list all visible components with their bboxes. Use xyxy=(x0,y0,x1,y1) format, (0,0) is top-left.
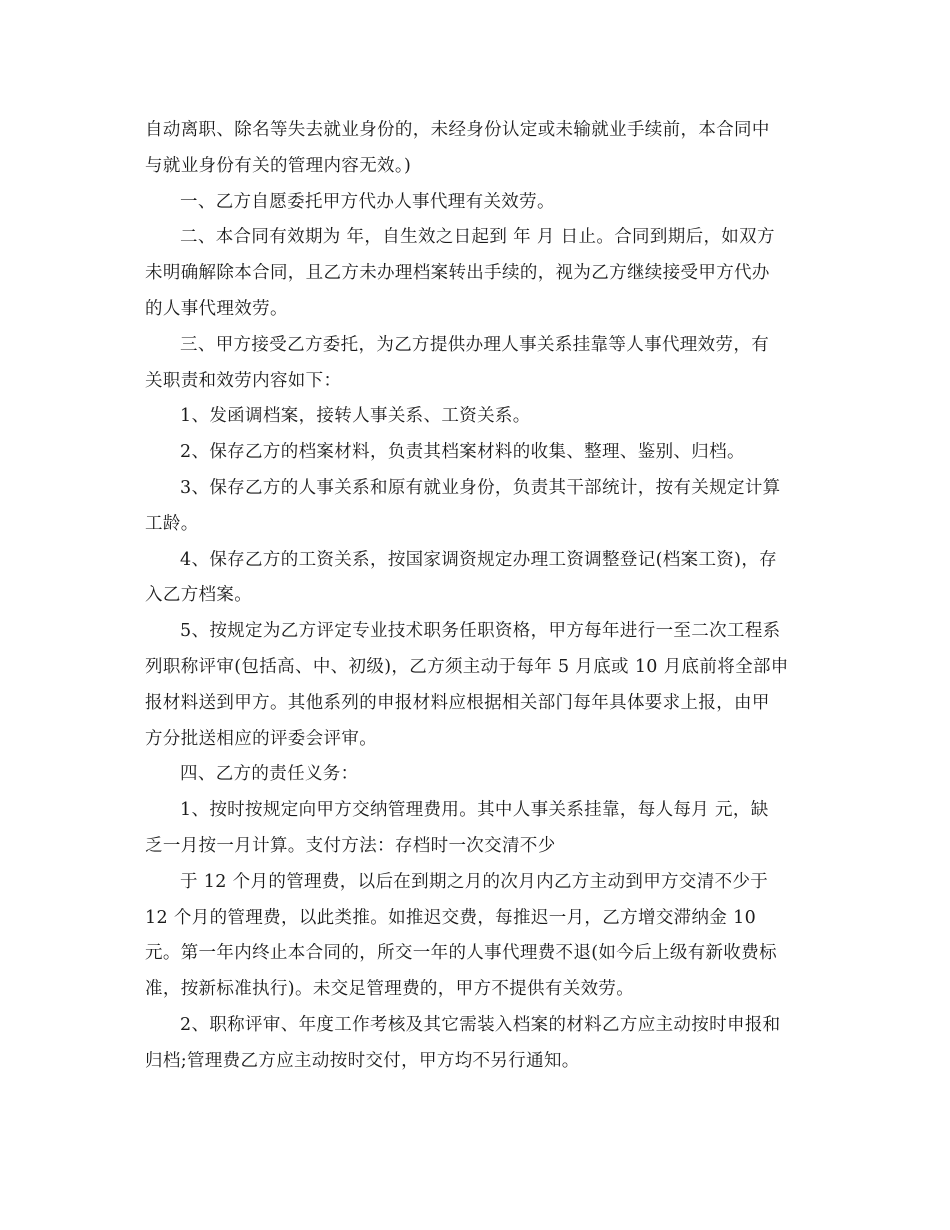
text-line: 方分批送相应的评委会评审。 xyxy=(145,728,378,749)
text-line: 乏一月按一月计算。支付方法：存档时一次交清不少 xyxy=(145,835,556,856)
text-line: 4、保存乙方的工资关系，按国家调资规定办理工资调整登记(档案工资)，存 xyxy=(180,549,778,570)
text-line: 归档;管理费乙方应主动按时交付，甲方均不另行通知。 xyxy=(145,1050,580,1071)
text-line: 1、发函调档案，接转人事关系、工资关系。 xyxy=(180,406,531,427)
text-line: 与就业身份有关的管理内容无效。) xyxy=(145,155,412,176)
text-line: 2、职称评审、年度工作考核及其它需装入档案的材料乙方应主动按时申报和 xyxy=(180,1014,781,1035)
paragraph-7 xyxy=(145,471,810,543)
paragraph-9 xyxy=(145,614,810,757)
paragraph-2 xyxy=(145,185,810,221)
text-line: 四、乙方的责任义务： xyxy=(180,764,359,785)
paragraph-13 xyxy=(145,1008,810,1080)
text-line: 的人事代理效劳。 xyxy=(145,298,288,319)
paragraph-10 xyxy=(145,757,810,793)
text-line: 未明确解除本合同，且乙方未办理档案转出手续的，视为乙方继续接受甲方代办 xyxy=(145,263,770,284)
text-line: 入乙方档案。 xyxy=(145,585,253,606)
paragraph-12 xyxy=(145,865,810,1008)
paragraph-8 xyxy=(145,543,810,615)
text-line: 自动离职、除名等失去就业身份的，未经身份认定或未输就业手续前，本合同中 xyxy=(145,120,770,140)
text-line: 一、乙方自愿委托甲方代办人事代理有关效劳。 xyxy=(180,191,555,212)
document-body xyxy=(145,113,810,1080)
text-line: 关职责和效劳内容如下： xyxy=(145,370,342,391)
text-line: 于 12 个月的管理费，以后在到期之月的次月内乙方主动到甲方交清不少于 xyxy=(180,871,769,892)
text-line: 2、保存乙方的档案材料，负责其档案材料的收集、整理、鉴别、归档。 xyxy=(180,442,745,463)
text-line: 3、保存乙方的人事关系和原有就业身份，负责其干部统计，按有关规定计算 xyxy=(180,477,781,498)
text-line: 工龄。 xyxy=(145,513,199,534)
text-line: 1、按时按规定向甲方交纳管理费用。其中人事关系挂靠，每人每月 元，缺 xyxy=(180,800,769,821)
text-line: 三、甲方接受乙方委托，为乙方提供办理人事关系挂靠等人事代理效劳，有 xyxy=(180,334,770,355)
text-line: 二、本合同有效期为 年，自生效之日起到 年 月 日止。合同到期后，如双方 xyxy=(180,227,775,248)
paragraph-4 xyxy=(145,328,810,400)
paragraph-11 xyxy=(145,793,810,865)
text-line: 元。第一年内终止本合同的，所交一年的人事代理费不退(如今后上级有新收费标 xyxy=(145,943,777,964)
paragraph-6 xyxy=(145,435,810,471)
paragraph-3 xyxy=(145,220,810,327)
paragraph-1 xyxy=(145,113,810,185)
text-line: 12 个月的管理费，以此类推。如推迟交费，每推迟一月，乙方增交滞纳金 10 xyxy=(145,907,757,928)
paragraph-5 xyxy=(145,399,810,435)
text-line: 5、按规定为乙方评定专业技术职务任职资格，甲方每年进行一至二次工程系 xyxy=(180,621,781,642)
text-line: 报材料送到甲方。其他系列的申报材料应根据相关部门每年具体要求上报，由甲 xyxy=(145,692,770,713)
text-line: 列职称评审(包括高、中、初级)，乙方须主动于每年 5 月底或 10 月底前将全部申 xyxy=(145,656,789,677)
text-line: 准，按新标准执行)。未交足管理费的，甲方不提供有关效劳。 xyxy=(145,979,635,1000)
